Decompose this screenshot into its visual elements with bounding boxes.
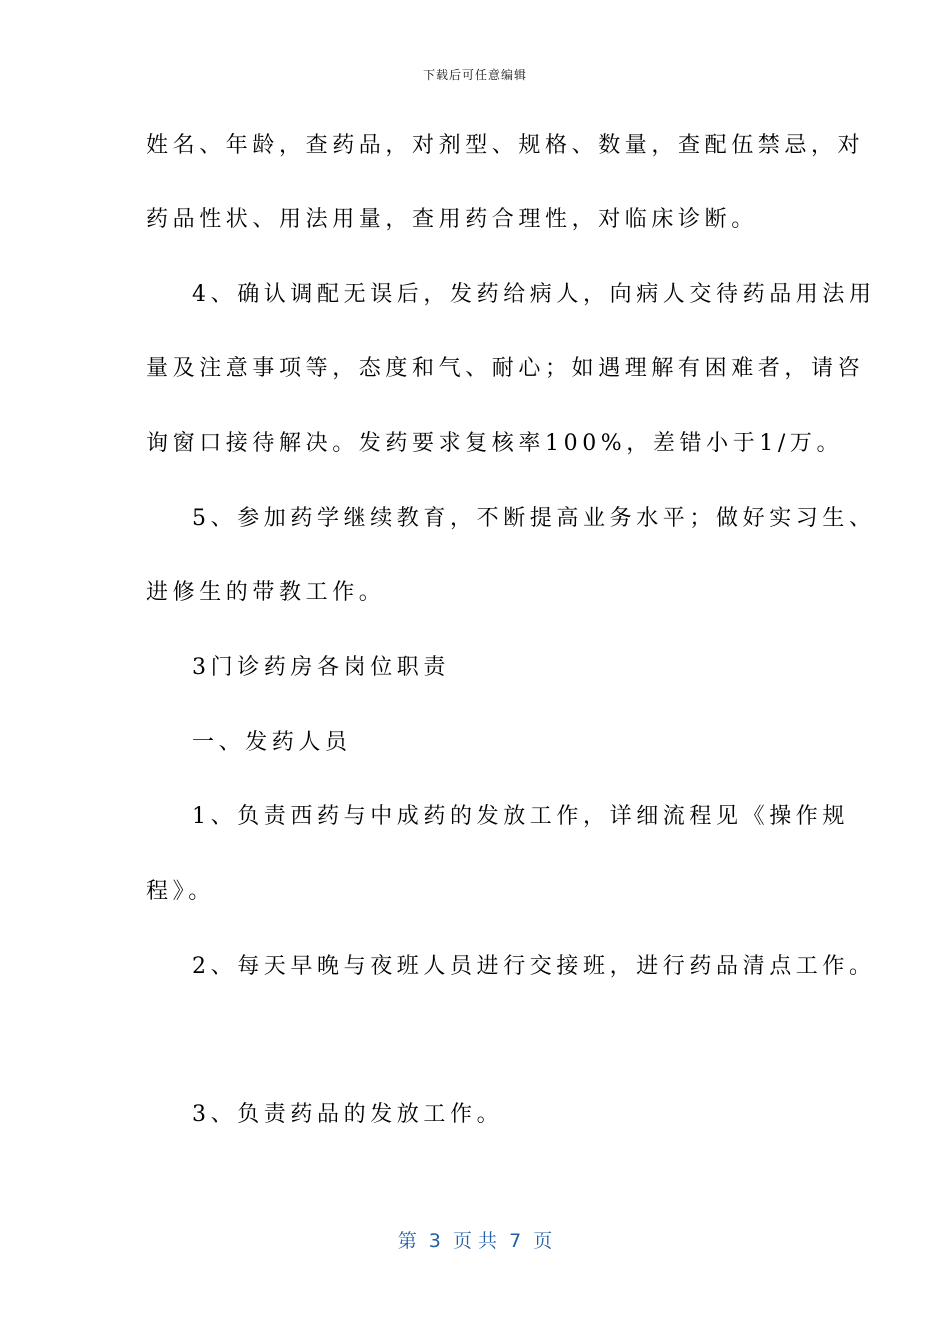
body-line: 药品性状、用法用量，查用药合理性，对临床诊断。	[146, 207, 758, 232]
body-line: 程》。	[146, 879, 215, 904]
page-header: 下载后可任意编辑	[422, 68, 527, 82]
body-line: 量及注意事项等，态度和气、耐心；如遇理解有困难者，请咨	[146, 356, 865, 381]
body-line: 姓名、年龄，查药品，对剂型、规格、数量，查配伍禁忌，对	[146, 133, 865, 158]
subsection-heading: 一、发药人员	[192, 730, 352, 755]
body-line: 4、确认调配无误后，发药给病人，向病人交待药品用法用	[192, 282, 876, 307]
page-footer: 第 3 页 共 7 页	[397, 1230, 553, 1252]
section-heading: 3门诊药房各岗位职责	[192, 655, 450, 680]
body-line: 进修生的带教工作。	[146, 580, 386, 605]
body-line: 3、负责药品的发放工作。	[192, 1102, 504, 1127]
body-line: 2、每天早晚与夜班人员进行交接班，进行药品清点工作。	[192, 954, 876, 979]
body-line: 1、负责西药与中成药的发放工作，详细流程见《操作规	[192, 804, 849, 829]
body-line: 5、参加药学继续教育，不断提高业务水平；做好实习生、	[192, 506, 876, 531]
body-line: 询窗口接待解决。发药要求复核率100%，差错小于1/万。	[146, 431, 844, 456]
